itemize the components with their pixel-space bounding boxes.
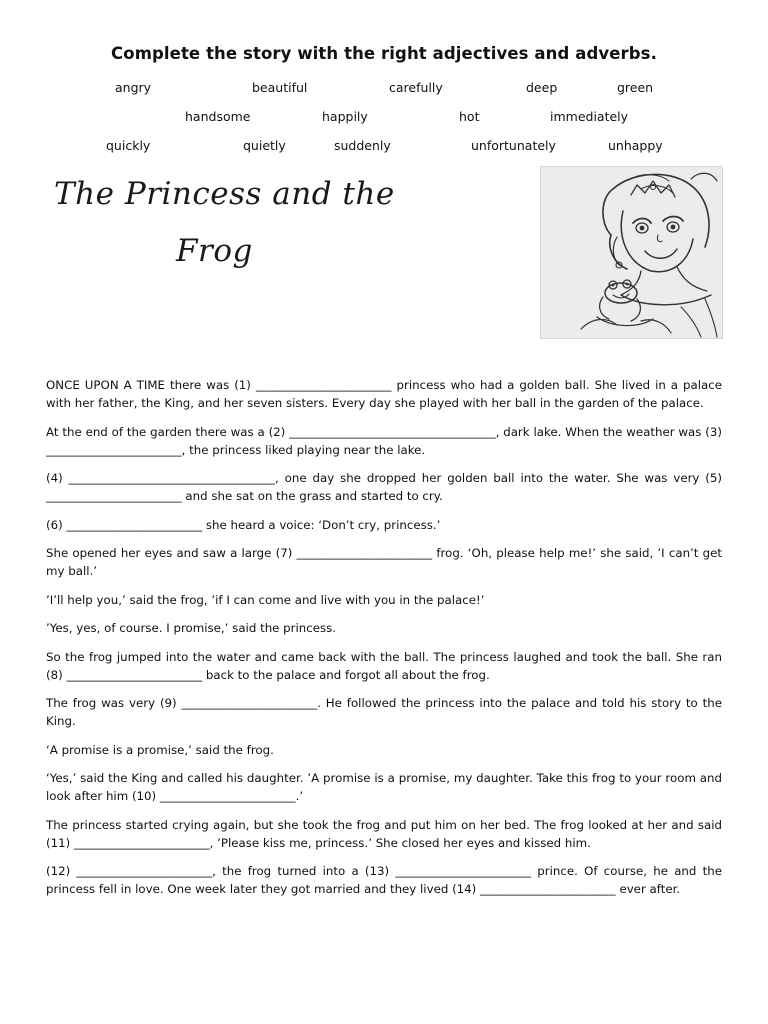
princess-and-frog-sketch-icon — [541, 167, 722, 338]
word-bank-item: suddenly — [334, 138, 391, 153]
story-paragraph: The princess started crying again, but she took the frog and put him on her bed. The frog looked at her and said (11) _______________________, ’Please kiss me, princess.’ She closed her eyes and kissed him. — [46, 817, 722, 850]
story-paragraph: So the frog jumped into the water and came back with the ball. The princess laughed and took the ball. She ran (8) _______________________ back to the palace and forgot all about the frog. — [46, 649, 722, 682]
word-bank-item: happily — [322, 109, 368, 124]
story-paragraph: ONCE UPON A TIME there was (1) _______________________ princess who had a golden ball. She lived in a palace with her father, the King, and her seven sisters. Every day she played with her ball in the garden of the palace. — [46, 378, 722, 410]
word-bank-item: angry — [115, 80, 152, 95]
word-bank-item: unfortunately — [471, 138, 556, 153]
story-paragraph: She opened her eyes and saw a large (7) _______________________ frog. ‘Oh, please help me!’ she said, ’I can’t get my ball.’ — [46, 546, 722, 578]
word-bank-item: immediately — [550, 109, 629, 124]
word-bank-item: carefully — [389, 80, 443, 95]
story-paragraph: ’I’ll help you,’ said the frog, ’if I can come and live with you in the palace!’ — [46, 592, 485, 607]
story-paragraph: (6) _______________________ she heard a voice: ‘Don’t cry, princess.’ — [46, 517, 441, 532]
word-bank-item: beautiful — [252, 80, 308, 95]
word-bank-item: quietly — [243, 138, 286, 153]
story-text — [46, 376, 722, 909]
story-paragraph: ‘Yes,’ said the King and called his daughter. ’A promise is a promise, my daughter. Take this frog to your room and look after him (10) _______________________.’ — [46, 771, 722, 803]
word-bank-item: handsome — [185, 109, 251, 124]
word-bank-item: quickly — [106, 138, 151, 153]
story-paragraph: At the end of the garden there was a (2) ___________________________________, dark lake. When the weather was (3) _______________________, the princess liked playing near the lake. — [46, 424, 722, 457]
worksheet-heading: Complete the story with the right adjectives and adverbs. — [111, 44, 657, 63]
word-bank-item: hot — [459, 109, 480, 124]
princess-frog-illustration — [540, 166, 723, 339]
word-bank-item: deep — [526, 80, 558, 95]
story-title-line2: Frog — [176, 233, 253, 269]
story-paragraph: ’Yes, yes, of course. I promise,’ said the princess. — [46, 621, 337, 635]
story-paragraph: (4) ___________________________________, one day she dropped her golden ball into the water. She was very (5) _______________________ and she sat on the grass and started to cry. — [46, 471, 722, 503]
story-paragraph: The frog was very (9) _______________________. He followed the princess into the palace and told his story to the King. — [46, 696, 722, 728]
story-paragraph: (12) _______________________, the frog turned into a (13) _______________________ prince. Of course, he and the princess fell in love. One week later they got married and they lived (14) _______________________ ever after. — [46, 864, 722, 896]
story-title-line1: The Princess and the — [54, 176, 395, 212]
story-paragraph: ‘A promise is a promise,’ said the frog. — [46, 742, 274, 757]
word-bank-item: green — [617, 80, 654, 95]
word-bank-item: unhappy — [608, 138, 663, 153]
